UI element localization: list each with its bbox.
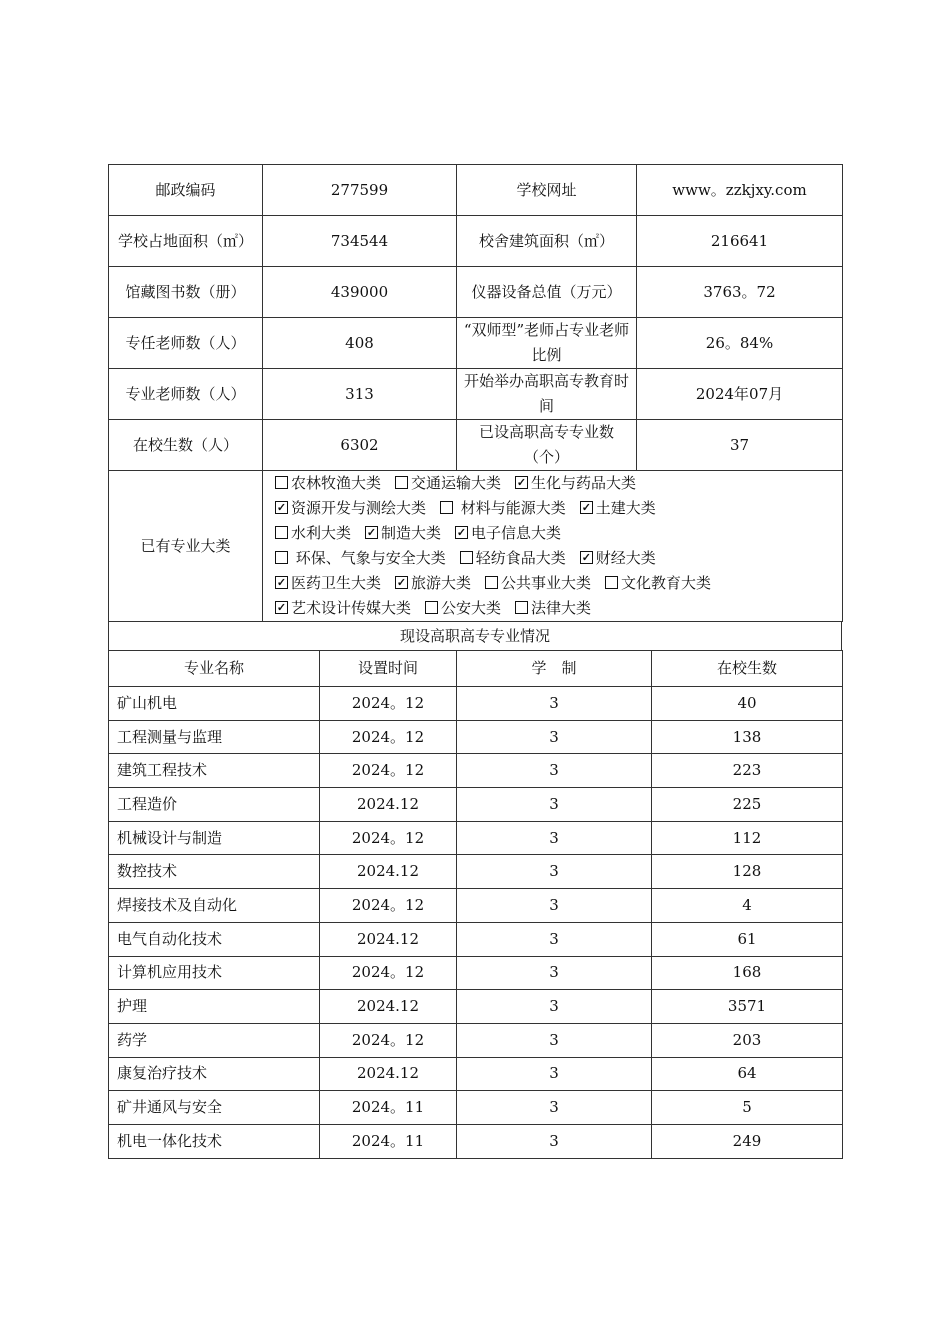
major-name: 矿井通风与安全 [109, 1091, 320, 1125]
major-name: 矿山机电 [109, 687, 320, 721]
setup-time: 2024.12 [320, 855, 457, 889]
table-row [109, 821, 843, 855]
category-label: 环保、气象与安全大类 [291, 549, 446, 567]
unchecked-box-icon[interactable] [425, 601, 438, 614]
info-row [109, 420, 843, 471]
category-item [275, 571, 381, 596]
major-name: 康复治疗技术 [109, 1057, 320, 1091]
duration: 3 [457, 754, 652, 788]
category-label: 文化教育大类 [621, 574, 712, 592]
category-item [275, 596, 411, 621]
checked-box-icon[interactable] [580, 501, 593, 514]
table-row [109, 889, 843, 923]
student-count: 3571 [652, 990, 843, 1024]
info-label2: 已设高职高专专业数（个） [457, 420, 637, 471]
checked-box-icon[interactable] [395, 576, 408, 589]
student-count: 61 [652, 922, 843, 956]
category-line [275, 546, 842, 571]
info-row [109, 267, 843, 318]
info-label1: 专业老师数（人） [109, 369, 263, 420]
student-count: 112 [652, 821, 843, 855]
info-value1: 734544 [263, 216, 457, 267]
table-row [109, 855, 843, 889]
category-label: 农林牧渔大类 [291, 474, 382, 492]
category-item [460, 546, 566, 571]
category-label: 材料与能源大类 [456, 499, 566, 517]
major-name: 工程测量与监理 [109, 720, 320, 754]
unchecked-box-icon[interactable] [275, 526, 288, 539]
categories-list [263, 471, 843, 622]
table-row [109, 720, 843, 754]
info-value2: 2024年07月 [637, 369, 843, 420]
major-name: 计算机应用技术 [109, 956, 320, 990]
duration: 3 [457, 855, 652, 889]
info-value1: 6302 [263, 420, 457, 471]
category-item [395, 571, 471, 596]
student-count: 168 [652, 956, 843, 990]
category-item [395, 471, 501, 496]
setup-time: 2024.12 [320, 1057, 457, 1091]
categories-table [108, 470, 843, 622]
table-row [109, 1057, 843, 1091]
info-value1: 313 [263, 369, 457, 420]
info-label1: 学校占地面积（㎡） [109, 216, 263, 267]
category-item [605, 571, 711, 596]
category-label: 水利大类 [291, 524, 352, 542]
student-count: 128 [652, 855, 843, 889]
category-line [275, 471, 842, 496]
checked-box-icon[interactable] [275, 576, 288, 589]
setup-time: 2024。11 [320, 1091, 457, 1125]
category-item [275, 496, 426, 521]
info-value1: 439000 [263, 267, 457, 318]
table-row [109, 922, 843, 956]
checked-box-icon[interactable] [455, 526, 468, 539]
category-item [580, 496, 656, 521]
unchecked-box-icon[interactable] [460, 551, 473, 564]
unchecked-box-icon[interactable] [395, 476, 408, 489]
duration: 3 [457, 1023, 652, 1057]
table-row [109, 956, 843, 990]
info-label2: 校舍建筑面积（㎡） [457, 216, 637, 267]
student-count: 138 [652, 720, 843, 754]
category-label: 资源开发与测绘大类 [291, 499, 427, 517]
info-row [109, 369, 843, 420]
majors-table [108, 650, 843, 1159]
category-label: 土建大类 [595, 499, 656, 517]
student-count: 64 [652, 1057, 843, 1091]
category-label: 艺术设计传媒大类 [291, 599, 412, 617]
major-name: 机电一体化技术 [109, 1124, 320, 1158]
header-students: 在校生数 [652, 651, 843, 687]
checked-box-icon[interactable] [515, 476, 528, 489]
checked-box-icon[interactable] [580, 551, 593, 564]
category-label: 交通运输大类 [411, 474, 502, 492]
checked-box-icon[interactable] [365, 526, 378, 539]
info-value1: 408 [263, 318, 457, 369]
info-value2: 3763。72 [637, 267, 843, 318]
student-count: 5 [652, 1091, 843, 1125]
student-count: 225 [652, 788, 843, 822]
duration: 3 [457, 990, 652, 1024]
header-setup-time: 设置时间 [320, 651, 457, 687]
category-item [515, 471, 636, 496]
duration: 3 [457, 687, 652, 721]
table-row [109, 754, 843, 788]
setup-time: 2024。12 [320, 956, 457, 990]
student-count: 223 [652, 754, 843, 788]
category-item [485, 571, 591, 596]
info-label1: 邮政编码 [109, 165, 263, 216]
table-row [109, 788, 843, 822]
duration: 3 [457, 889, 652, 923]
category-item [580, 546, 656, 571]
category-label: 制造大类 [381, 524, 442, 542]
student-count: 40 [652, 687, 843, 721]
category-label: 轻纺食品大类 [475, 549, 566, 567]
info-value2: 37 [637, 420, 843, 471]
info-label2: 仪器设备总值（万元） [457, 267, 637, 318]
majors-header-row [109, 651, 843, 687]
category-label: 财经大类 [595, 549, 656, 567]
category-label: 旅游大类 [411, 574, 472, 592]
setup-time: 2024。12 [320, 889, 457, 923]
student-count: 4 [652, 889, 843, 923]
info-label2: 开始举办高职高专教育时间 [457, 369, 637, 420]
major-name: 电气自动化技术 [109, 922, 320, 956]
unchecked-box-icon[interactable] [515, 601, 528, 614]
info-row [109, 165, 843, 216]
category-item [425, 596, 501, 621]
setup-time: 2024。12 [320, 720, 457, 754]
category-item [275, 521, 351, 546]
category-label: 法律大类 [531, 599, 592, 617]
major-name: 药学 [109, 1023, 320, 1057]
basic-info-body [109, 165, 843, 471]
info-value2: www。zzkjxy.com [637, 165, 843, 216]
unchecked-box-icon[interactable] [275, 476, 288, 489]
setup-time: 2024.12 [320, 788, 457, 822]
category-item [515, 596, 591, 621]
setup-time: 2024。12 [320, 687, 457, 721]
categories-label: 已有专业大类 [109, 471, 263, 622]
unchecked-box-icon[interactable] [275, 551, 288, 564]
student-count: 203 [652, 1023, 843, 1057]
info-row [109, 216, 843, 267]
info-value2: 216641 [637, 216, 843, 267]
checked-box-icon[interactable] [275, 501, 288, 514]
info-value2: 26。84% [637, 318, 843, 369]
majors-body [109, 687, 843, 1159]
header-duration: 学 制 [457, 651, 652, 687]
table-row [109, 990, 843, 1024]
duration: 3 [457, 956, 652, 990]
category-label: 公安大类 [441, 599, 502, 617]
major-name: 机械设计与制造 [109, 821, 320, 855]
category-label: 医药卫生大类 [291, 574, 382, 592]
category-item [365, 521, 441, 546]
unchecked-box-icon[interactable] [605, 576, 618, 589]
setup-time: 2024。12 [320, 754, 457, 788]
major-name: 数控技术 [109, 855, 320, 889]
category-line [275, 596, 842, 621]
major-name: 护理 [109, 990, 320, 1024]
info-value1: 277599 [263, 165, 457, 216]
table-row [109, 1023, 843, 1057]
setup-time: 2024。11 [320, 1124, 457, 1158]
unchecked-box-icon[interactable] [485, 576, 498, 589]
category-label: 电子信息大类 [471, 524, 562, 542]
setup-time: 2024。12 [320, 1023, 457, 1057]
category-line [275, 571, 842, 596]
setup-time: 2024.12 [320, 990, 457, 1024]
info-label2: “双师型”老师占专业老师比例 [457, 318, 637, 369]
duration: 3 [457, 1124, 652, 1158]
duration: 3 [457, 720, 652, 754]
category-line [275, 496, 842, 521]
table-row [109, 1091, 843, 1125]
duration: 3 [457, 922, 652, 956]
duration: 3 [457, 1091, 652, 1125]
duration: 3 [457, 788, 652, 822]
majors-section [108, 621, 842, 651]
category-line [275, 521, 842, 546]
category-item [440, 496, 566, 521]
category-label: 公共事业大类 [501, 574, 592, 592]
major-name: 工程造价 [109, 788, 320, 822]
setup-time: 2024。12 [320, 821, 457, 855]
table-row [109, 687, 843, 721]
checked-box-icon[interactable] [275, 601, 288, 614]
setup-time: 2024.12 [320, 922, 457, 956]
student-count: 249 [652, 1124, 843, 1158]
info-label1: 专任老师数（人） [109, 318, 263, 369]
category-label: 生化与药品大类 [531, 474, 637, 492]
header-major-name: 专业名称 [109, 651, 320, 687]
majors-section-title: 现设高职高专专业情况 [109, 622, 842, 651]
duration: 3 [457, 821, 652, 855]
school-info-sheet [108, 164, 842, 1159]
table-row [109, 1124, 843, 1158]
major-name: 焊接技术及自动化 [109, 889, 320, 923]
major-name: 建筑工程技术 [109, 754, 320, 788]
duration: 3 [457, 1057, 652, 1091]
info-row [109, 318, 843, 369]
info-label2: 学校网址 [457, 165, 637, 216]
info-label1: 馆藏图书数（册） [109, 267, 263, 318]
info-label1: 在校生数（人） [109, 420, 263, 471]
unchecked-box-icon[interactable] [440, 501, 453, 514]
basic-info-table [108, 164, 843, 471]
category-item [275, 546, 446, 571]
category-item [275, 471, 381, 496]
category-item [455, 521, 561, 546]
